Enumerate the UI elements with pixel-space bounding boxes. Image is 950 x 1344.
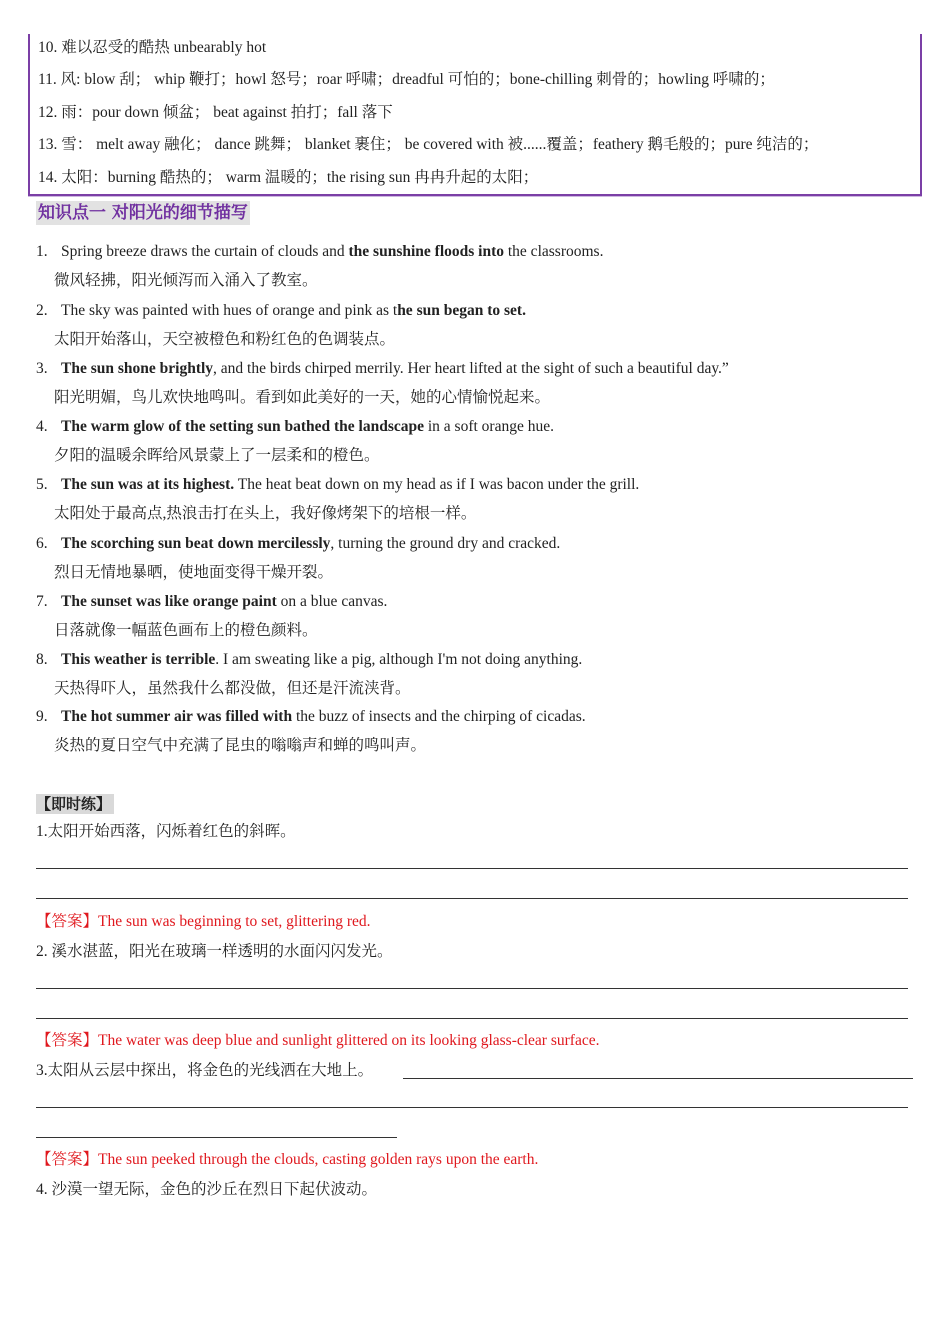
vocab-text: 11. 风: blow 刮； whip 鞭打；howl 怒号；roar 呼啸；dreadful 可怕的；bone-chilling 刺骨的；howling 呼啸的；: [38, 71, 775, 89]
sentence-bold: The sun shone brightly: [61, 360, 214, 377]
sentence-number: 7.: [36, 593, 48, 610]
sentence-item: [36, 529, 916, 587]
sentence-bold: The warm glow of the setting sun bathed the landscape: [61, 418, 424, 435]
answer-text: [36, 910, 371, 934]
sentence-item: [36, 470, 916, 528]
vocab-item: [28, 131, 922, 163]
sentence-number: 8.: [36, 651, 48, 668]
vocab-item: [28, 34, 922, 66]
sentence-text: on a blue canvas.: [276, 593, 388, 610]
sentence-bold: The sunset was like orange paint: [61, 593, 277, 610]
sentence-bold: the sunshine floods into: [348, 243, 504, 260]
answer-label: 【答案】: [36, 913, 99, 930]
vocab-box: [28, 34, 922, 196]
vocab-item: [28, 99, 922, 131]
sentence-english: [36, 354, 916, 383]
sentence-english: [36, 296, 916, 325]
sentence-chinese: 微风轻拂，阳光倾泻而入涌入了教室。: [54, 272, 318, 289]
sentence-chinese: 太阳开始落山，天空被橙色和粉红色的色调装点。: [54, 331, 396, 348]
sentence-item: [36, 296, 916, 354]
sentence-text: the buzz of insects and the chirping of cicadas.: [292, 708, 586, 725]
answer-text: [36, 1148, 538, 1172]
sentence-number: 6.: [36, 535, 48, 552]
sentence-english: [36, 645, 916, 674]
sentence-number: 9.: [36, 708, 48, 725]
sentence-chinese: 阳光明媚，鸟儿欢快地鸣叫。看到如此美好的一天，她的心情愉悦起来。: [54, 389, 551, 406]
sentence-text: , turning the ground dry and cracked.: [330, 535, 561, 552]
sentence-number: 1.: [36, 243, 48, 260]
vocab-text: 14. 太阳：burning 酷热的； warm 温暖的；the rising sun 冉冉升起的太阳；: [38, 168, 539, 186]
sentence-bold: The sun was at its highest.: [61, 476, 235, 493]
vocab-text: 13. 雪： melt away 融化； dance 跳舞； blanket 裹住； be covered with 被......覆盖；feathery 鹅毛般的；pure 纯洁的；: [38, 136, 819, 154]
vocab-text: 12. 雨：pour down 倾盆； beat against 拍打；fall 落下: [38, 103, 393, 121]
sentence-item: [36, 412, 916, 470]
answer-content: The sun was beginning to set, glittering red.: [98, 913, 371, 930]
answer-label: 【答案】: [36, 1151, 99, 1168]
sentence-item: [36, 645, 916, 703]
sentence-item: [36, 354, 916, 412]
sentence-bold: This weather is terrible: [61, 651, 216, 668]
sentence-english: [36, 702, 916, 731]
answer-line: [36, 1018, 908, 1019]
sentence-text: . I am sweating like a pig, although I'm not doing anything.: [215, 651, 583, 668]
sentence-text: , and the birds chirped merrily. Her heart lifted at the sight of such a beautiful day.”: [213, 360, 729, 377]
answer-label: 【答案】: [36, 1032, 99, 1049]
answer-line: [36, 1107, 908, 1108]
sentence-chinese: 炎热的夏日空气中充满了昆虫的嗡嗡声和蝉的鸣叫声。: [54, 737, 427, 754]
sentence-number: 5.: [36, 476, 48, 493]
section-heading: 知识点一 对阳光的细节描写: [38, 203, 248, 223]
answer-text: [36, 1029, 599, 1053]
sentence-english: [36, 470, 916, 499]
answer-line: [403, 1078, 913, 1079]
sentence-english: [36, 529, 916, 558]
sentence-text: the classrooms.: [504, 243, 604, 260]
practice-question: 4. 沙漠一望无际，金色的沙丘在烈日下起伏波动。: [36, 1181, 378, 1198]
sentence-number: 4.: [36, 418, 48, 435]
answer-content: The sun peeked through the clouds, casting golden rays upon the earth.: [98, 1151, 539, 1168]
sentence-chinese: 太阳处于最高点,热浪击打在头上，我好像烤架下的培根一样。: [54, 505, 477, 522]
practice-question: 3.太阳从云层中探出，将金色的光线洒在大地上。: [36, 1062, 374, 1079]
sentence-chinese: 夕阳的温暖余晖给风景蒙上了一层柔和的橙色。: [54, 447, 380, 464]
answer-content: The water was deep blue and sunlight glittered on its looking glass-clear surface.: [98, 1032, 600, 1049]
sentence-number: 2.: [36, 302, 48, 319]
sentence-chinese: 日落就像一幅蓝色画布上的橙色颜料。: [54, 622, 318, 639]
sentence-text: Spring breeze draws the curtain of clouds and: [61, 243, 349, 260]
sentence-item: [36, 237, 916, 295]
practice-heading: 【即时练】: [36, 794, 114, 814]
sentence-chinese: 天热得吓人，虽然我什么都没做，但还是汗流浃背。: [54, 680, 411, 697]
sentence-english: [36, 237, 916, 266]
sentence-number: 3.: [36, 360, 48, 377]
sentence-item: [36, 587, 916, 645]
vocab-item: [28, 66, 922, 98]
practice-question: 2. 溪水湛蓝，阳光在玻璃一样透明的水面闪闪发光。: [36, 943, 393, 960]
sentence-text: The heat beat down on my head as if I was bacon under the grill.: [234, 476, 640, 493]
sentence-chinese: 烈日无情地暴晒，使地面变得干燥开裂。: [54, 564, 334, 581]
sentence-english: [36, 587, 916, 616]
sentence-bold: The scorching sun beat down mercilessly: [61, 535, 331, 552]
answer-line: [36, 988, 908, 989]
practice-question: 1.太阳开始西落，闪烁着红色的斜晖。: [36, 823, 296, 840]
vocab-item: [28, 164, 922, 196]
answer-line: [36, 1137, 397, 1138]
sentence-bold: he sun began to set.: [397, 302, 526, 319]
sentence-english: [36, 412, 916, 441]
sentence-item: [36, 702, 916, 760]
sentence-text: in a soft orange hue.: [423, 418, 554, 435]
answer-line: [36, 898, 908, 899]
vocab-text: 10. 难以忍受的酷热 unbearably hot: [38, 39, 267, 56]
sentence-bold: The hot summer air was filled with: [61, 708, 293, 725]
answer-line: [36, 868, 908, 869]
sentence-text: The sky was painted with hues of orange and pink as t: [61, 302, 398, 319]
